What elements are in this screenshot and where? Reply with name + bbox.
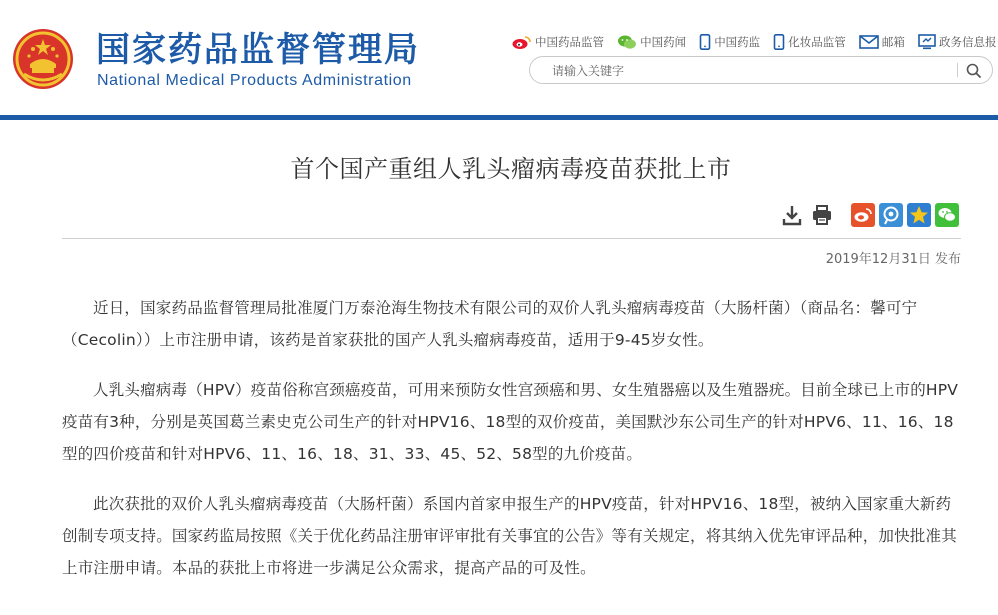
link-label: 邮箱 (881, 35, 905, 49)
qzone-share-icon[interactable] (907, 203, 931, 227)
site-header (0, 0, 998, 118)
wechat-icon (617, 34, 637, 50)
wechat-share-icon[interactable] (935, 203, 959, 227)
site-name-english[interactable]: National Medical Products Administration (97, 72, 412, 89)
weibo-share-icon[interactable] (851, 203, 875, 227)
search-box (529, 56, 993, 84)
qzone-share-glyph (907, 203, 931, 227)
weibo-icon (512, 34, 532, 50)
tencent-share-icon[interactable] (879, 203, 903, 227)
link-label: 中国药闻 (640, 35, 687, 49)
national-emblem-icon[interactable] (12, 28, 74, 90)
link-label: 政务信息报 (938, 35, 997, 49)
mobile-icon (773, 34, 785, 50)
title-divider (62, 238, 961, 239)
mail-icon (859, 34, 879, 50)
search-input[interactable] (550, 61, 954, 81)
link-cosmetics-app[interactable] (773, 34, 846, 50)
link-mobile-app[interactable] (699, 34, 760, 50)
article-title: 首个国产重组人乳头瘤病毒疫苗获批上市 (290, 155, 732, 183)
link-wechat[interactable] (617, 34, 686, 50)
download-icon[interactable] (780, 203, 804, 227)
search-divider (957, 63, 958, 77)
top-link-bar (512, 34, 998, 52)
link-label: 中国药品监管 (535, 35, 604, 49)
publish-date: 2019年12月31日 发布 (825, 252, 961, 267)
link-gov-info[interactable] (918, 34, 997, 50)
article-paragraph-3: 此次获批的双价人乳头瘤病毒疫苗（大肠杆菌）系国内首家申报生产的HPV疫苗，针对HPV16、18型，被纳入国家重大新药创制专项支持。国家药监局按照《关于优化药品注册审评审批有关事宜的公告》等有关规定，将其纳入优先审评品种，加快批准其上市注册申请。本品的获批上市将进一步满足公众需求，提高产品的可及性。 (62, 495, 957, 577)
article-paragraph-2: 人乳头瘤病毒（HPV）疫苗俗称宫颈癌疫苗，可用来预防女性宫颈癌和男、女生殖器癌以及生殖器疣。目前全球已上市的HPV疫苗有3种，分别是英国葛兰素史克公司生产的针对HPV16、18型的双价疫苗，美国默沙东公司生产的针对HPV6、11、16、18型的四价疫苗和针对HPV6、11、16、18、31、33、45、52、58型的九价疫苗。 (62, 381, 959, 463)
link-label: 化妆品监管 (788, 35, 846, 49)
link-mail[interactable] (859, 34, 905, 50)
link-weibo[interactable] (512, 34, 604, 50)
link-label: 中国药监 (714, 35, 761, 49)
search-icon[interactable] (965, 62, 983, 80)
print-icon[interactable] (810, 203, 834, 227)
header-divider-bar (0, 115, 998, 120)
tencent-share-glyph (879, 203, 903, 227)
weibo-share-glyph (851, 203, 875, 227)
wechat-share-glyph (935, 203, 959, 227)
site-name-chinese[interactable]: 国家药品监督管理局 (96, 30, 420, 70)
monitor-icon (918, 34, 936, 50)
mobile-icon (699, 34, 711, 50)
article-paragraph-1: 近日，国家药品监督管理局批准厦门万泰沧海生物技术有限公司的双价人乳头瘤病毒疫苗（大肠杆菌）（商品名：馨可宁（Cecolin））上市注册申请，该药是首家获批的国产人乳头瘤病毒疫苗，适用于9-45岁女性。 (62, 299, 918, 349)
